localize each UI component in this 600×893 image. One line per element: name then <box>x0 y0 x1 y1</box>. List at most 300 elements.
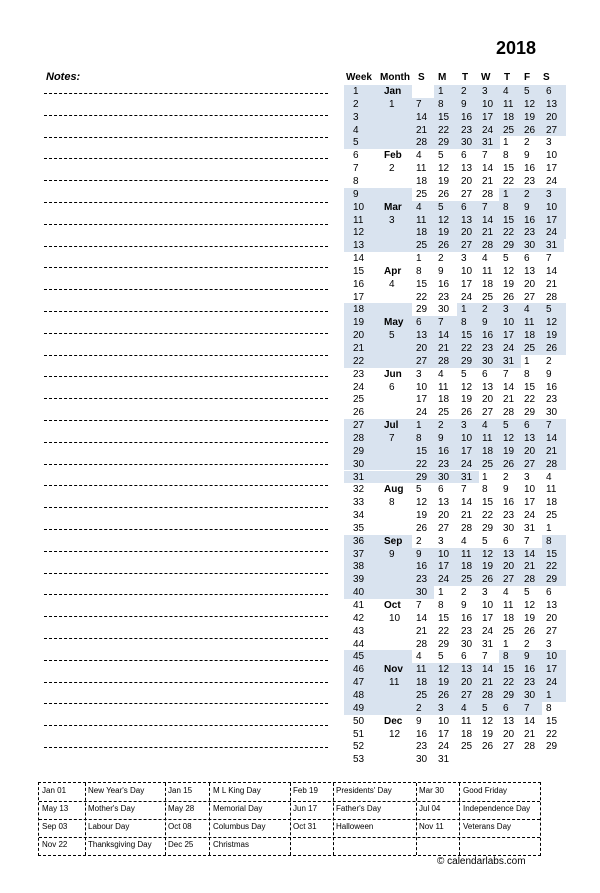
note-line[interactable] <box>44 158 328 159</box>
day-cell[interactable]: 18 <box>461 728 473 740</box>
day-cell[interactable]: 18 <box>524 330 536 342</box>
day-cell[interactable]: 23 <box>438 458 450 470</box>
day-cell[interactable]: 26 <box>524 124 536 136</box>
day-cell[interactable]: 6 <box>416 317 422 329</box>
day-cell[interactable]: 6 <box>546 587 552 599</box>
day-cell[interactable]: 1 <box>503 137 509 149</box>
day-cell[interactable]: 13 <box>546 600 558 611</box>
day-cell[interactable]: 11 <box>416 163 427 175</box>
day-cell[interactable]: 28 <box>482 240 494 252</box>
day-cell[interactable]: 31 <box>482 137 494 149</box>
day-cell[interactable]: 23 <box>546 394 558 406</box>
day-cell[interactable]: 4 <box>461 535 467 547</box>
day-cell[interactable]: 18 <box>503 612 515 624</box>
day-cell[interactable]: 3 <box>503 304 509 316</box>
day-cell[interactable]: 1 <box>524 355 530 367</box>
day-cell[interactable]: 13 <box>524 265 536 277</box>
day-cell[interactable]: 12 <box>416 497 428 509</box>
day-cell[interactable]: 9 <box>416 715 422 727</box>
day-cell[interactable]: 10 <box>482 98 494 110</box>
day-cell[interactable]: 21 <box>482 677 494 689</box>
day-cell[interactable]: 8 <box>416 265 422 277</box>
day-cell[interactable]: 11 <box>503 600 514 611</box>
day-cell[interactable]: 26 <box>482 574 494 586</box>
day-cell[interactable]: 15 <box>416 278 428 290</box>
day-cell[interactable]: 4 <box>546 471 552 483</box>
note-line[interactable] <box>44 638 328 639</box>
day-cell[interactable]: 15 <box>438 111 450 123</box>
day-cell[interactable]: 13 <box>416 330 428 342</box>
day-cell[interactable]: 10 <box>503 317 515 329</box>
day-cell[interactable]: 4 <box>482 253 488 265</box>
note-line[interactable] <box>44 573 328 574</box>
day-cell[interactable]: 11 <box>461 548 472 560</box>
day-cell[interactable]: 24 <box>503 343 515 354</box>
day-cell[interactable]: 8 <box>482 484 488 496</box>
day-cell[interactable]: 11 <box>503 98 514 110</box>
day-cell[interactable]: 23 <box>524 175 536 187</box>
day-cell[interactable]: 23 <box>503 510 515 522</box>
day-cell[interactable]: 14 <box>416 111 428 123</box>
day-cell[interactable]: 19 <box>482 728 494 740</box>
day-cell[interactable]: 9 <box>546 368 552 380</box>
day-cell[interactable]: 11 <box>416 664 427 676</box>
day-cell[interactable]: 2 <box>416 535 422 547</box>
day-cell[interactable]: 13 <box>461 214 473 226</box>
note-line[interactable] <box>44 682 328 683</box>
day-cell[interactable]: 8 <box>438 600 444 611</box>
day-cell[interactable]: 5 <box>438 150 444 162</box>
day-cell[interactable]: 13 <box>438 497 450 509</box>
day-cell[interactable]: 5 <box>503 420 509 432</box>
day-cell[interactable]: 20 <box>524 278 536 290</box>
day-cell[interactable]: 5 <box>503 253 509 265</box>
day-cell[interactable]: 28 <box>503 407 515 419</box>
day-cell[interactable]: 14 <box>482 163 494 175</box>
day-cell[interactable]: 14 <box>546 432 558 444</box>
day-cell[interactable]: 25 <box>416 240 428 252</box>
day-cell[interactable]: 1 <box>546 522 552 534</box>
note-line[interactable] <box>44 529 328 530</box>
day-cell[interactable]: 19 <box>438 227 450 239</box>
note-line[interactable] <box>44 202 328 203</box>
day-cell[interactable]: 23 <box>416 574 428 586</box>
day-cell[interactable]: 21 <box>546 278 558 290</box>
day-cell[interactable]: 2 <box>524 638 530 650</box>
day-cell[interactable]: 26 <box>438 188 450 200</box>
day-cell[interactable]: 4 <box>524 304 530 316</box>
day-cell[interactable]: 26 <box>546 343 558 354</box>
day-cell[interactable]: 31 <box>503 355 515 367</box>
day-cell[interactable]: 2 <box>438 253 444 265</box>
day-cell[interactable]: 17 <box>461 445 473 457</box>
day-cell[interactable]: 11 <box>546 484 557 496</box>
day-cell[interactable]: 14 <box>438 330 450 342</box>
day-cell[interactable]: 18 <box>461 561 473 573</box>
day-cell[interactable]: 20 <box>482 394 494 406</box>
day-cell[interactable]: 18 <box>438 394 450 406</box>
day-cell[interactable]: 2 <box>503 471 509 483</box>
day-cell[interactable]: 20 <box>546 111 558 123</box>
day-cell[interactable]: 2 <box>546 355 552 367</box>
day-cell[interactable]: 14 <box>482 664 494 676</box>
day-cell[interactable]: 1 <box>503 188 509 200</box>
day-cell[interactable]: 19 <box>546 330 558 342</box>
day-cell[interactable]: 30 <box>546 407 558 419</box>
day-cell[interactable]: 14 <box>524 715 536 727</box>
day-cell[interactable]: 22 <box>438 625 450 637</box>
day-cell[interactable]: 8 <box>503 651 509 663</box>
day-cell[interactable]: 2 <box>461 86 467 97</box>
day-cell[interactable]: 18 <box>482 278 494 290</box>
day-cell[interactable]: 9 <box>438 265 444 277</box>
day-cell[interactable]: 17 <box>503 330 515 342</box>
day-cell[interactable]: 16 <box>438 445 450 457</box>
day-cell[interactable]: 12 <box>482 548 494 560</box>
day-cell[interactable]: 27 <box>461 188 473 200</box>
day-cell[interactable]: 16 <box>482 330 494 342</box>
day-cell[interactable]: 22 <box>524 394 536 406</box>
day-cell[interactable]: 1 <box>503 638 509 650</box>
day-cell[interactable]: 24 <box>524 510 536 522</box>
day-cell[interactable]: 16 <box>503 497 515 509</box>
day-cell[interactable]: 22 <box>416 458 428 470</box>
day-cell[interactable]: 16 <box>546 381 558 393</box>
day-cell[interactable]: 6 <box>503 702 509 714</box>
day-cell[interactable]: 8 <box>546 702 552 714</box>
day-cell[interactable]: 20 <box>461 677 473 689</box>
day-cell[interactable]: 1 <box>416 420 422 432</box>
day-cell[interactable]: 19 <box>438 677 450 689</box>
day-cell[interactable]: 26 <box>503 291 515 303</box>
day-cell[interactable]: 3 <box>546 638 552 650</box>
day-cell[interactable]: 26 <box>482 741 494 753</box>
day-cell[interactable]: 15 <box>546 715 558 727</box>
day-cell[interactable]: 30 <box>438 304 450 316</box>
day-cell[interactable]: 2 <box>482 304 488 316</box>
day-cell[interactable]: 15 <box>461 330 473 342</box>
day-cell[interactable]: 25 <box>461 574 473 586</box>
day-cell[interactable]: 27 <box>461 689 473 701</box>
day-cell[interactable]: 7 <box>546 420 552 432</box>
day-cell[interactable]: 20 <box>524 445 536 457</box>
day-cell[interactable]: 1 <box>546 689 552 701</box>
day-cell[interactable]: 29 <box>461 355 473 367</box>
day-cell[interactable]: 13 <box>461 163 473 175</box>
day-cell[interactable]: 3 <box>546 137 552 149</box>
day-cell[interactable]: 28 <box>482 188 494 200</box>
day-cell[interactable]: 4 <box>503 587 509 599</box>
day-cell[interactable]: 30 <box>438 471 450 483</box>
day-cell[interactable]: 29 <box>546 574 558 586</box>
note-line[interactable] <box>44 224 328 225</box>
day-cell[interactable]: 26 <box>461 407 473 419</box>
day-cell[interactable]: 17 <box>482 111 494 123</box>
day-cell[interactable]: 29 <box>503 689 515 701</box>
day-cell[interactable]: 15 <box>503 214 515 226</box>
day-cell[interactable]: 9 <box>482 317 488 329</box>
day-cell[interactable]: 2 <box>438 420 444 432</box>
note-line[interactable] <box>44 398 328 399</box>
day-cell[interactable]: 21 <box>482 175 494 187</box>
day-cell[interactable]: 27 <box>482 407 494 419</box>
day-cell[interactable]: 19 <box>524 612 536 624</box>
day-cell[interactable]: 2 <box>524 188 530 200</box>
day-cell[interactable]: 14 <box>461 497 473 509</box>
day-cell[interactable]: 23 <box>461 124 473 136</box>
day-cell[interactable]: 7 <box>482 150 488 162</box>
day-cell[interactable]: 13 <box>503 548 515 560</box>
day-cell[interactable]: 4 <box>461 702 467 714</box>
day-cell[interactable]: 6 <box>524 420 530 432</box>
day-cell[interactable]: 24 <box>461 291 473 303</box>
day-cell[interactable]: 24 <box>482 625 494 637</box>
day-cell[interactable]: 19 <box>416 510 428 522</box>
day-cell[interactable]: 4 <box>438 368 444 380</box>
day-cell[interactable]: 26 <box>524 625 536 637</box>
day-cell[interactable]: 16 <box>524 214 536 226</box>
day-cell[interactable]: 27 <box>503 741 515 753</box>
day-cell[interactable]: 31 <box>482 638 494 650</box>
day-cell[interactable]: 1 <box>438 86 444 97</box>
day-cell[interactable]: 16 <box>416 728 428 740</box>
day-cell[interactable]: 7 <box>416 600 422 611</box>
day-cell[interactable]: 16 <box>438 278 450 290</box>
day-cell[interactable]: 5 <box>438 651 444 663</box>
day-cell[interactable]: 20 <box>461 175 473 187</box>
day-cell[interactable]: 18 <box>503 111 515 123</box>
day-cell[interactable]: 16 <box>524 163 536 175</box>
day-cell[interactable]: 15 <box>482 497 494 509</box>
day-cell[interactable]: 22 <box>546 561 558 573</box>
day-cell[interactable]: 4 <box>416 201 422 213</box>
day-cell[interactable]: 3 <box>416 368 422 380</box>
day-cell[interactable]: 6 <box>461 150 467 162</box>
day-cell[interactable]: 29 <box>503 240 515 252</box>
day-cell[interactable]: 16 <box>416 561 428 573</box>
day-cell[interactable]: 23 <box>524 677 536 689</box>
day-cell[interactable]: 1 <box>482 471 488 483</box>
day-cell[interactable]: 18 <box>482 445 494 457</box>
day-cell[interactable]: 13 <box>546 98 558 110</box>
day-cell[interactable]: 13 <box>503 715 515 727</box>
day-cell[interactable]: 7 <box>416 98 422 110</box>
day-cell[interactable]: 6 <box>461 201 467 213</box>
day-cell[interactable]: 7 <box>524 535 530 547</box>
day-cell[interactable]: 3 <box>461 420 467 432</box>
day-cell[interactable]: 3 <box>438 702 444 714</box>
day-cell[interactable]: 6 <box>482 368 488 380</box>
day-cell[interactable]: 5 <box>482 702 488 714</box>
day-cell[interactable]: 24 <box>438 741 450 753</box>
day-cell[interactable]: 23 <box>524 227 536 239</box>
day-cell[interactable]: 12 <box>524 600 536 611</box>
day-cell[interactable]: 28 <box>524 574 536 586</box>
day-cell[interactable]: 13 <box>461 664 473 676</box>
day-cell[interactable]: 7 <box>482 201 488 213</box>
day-cell[interactable]: 21 <box>482 227 494 239</box>
day-cell[interactable]: 9 <box>461 98 467 110</box>
day-cell[interactable]: 7 <box>482 651 488 663</box>
day-cell[interactable]: 7 <box>524 702 530 714</box>
day-cell[interactable]: 14 <box>524 548 536 560</box>
day-cell[interactable]: 25 <box>416 689 428 701</box>
day-cell[interactable]: 15 <box>503 163 515 175</box>
note-line[interactable] <box>44 246 328 247</box>
day-cell[interactable]: 18 <box>546 497 558 509</box>
day-cell[interactable]: 17 <box>416 394 428 406</box>
note-line[interactable] <box>44 289 328 290</box>
day-cell[interactable]: 20 <box>438 510 450 522</box>
day-cell[interactable]: 20 <box>416 343 428 354</box>
day-cell[interactable]: 17 <box>438 561 450 573</box>
day-cell[interactable]: 28 <box>416 638 428 650</box>
day-cell[interactable]: 7 <box>461 484 467 496</box>
day-cell[interactable]: 21 <box>416 625 428 637</box>
day-cell[interactable]: 8 <box>438 98 444 110</box>
day-cell[interactable]: 21 <box>438 343 450 354</box>
day-cell[interactable]: 3 <box>438 535 444 547</box>
day-cell[interactable]: 4 <box>416 651 422 663</box>
day-cell[interactable]: 17 <box>524 497 536 509</box>
day-cell[interactable]: 8 <box>524 368 530 380</box>
day-cell[interactable]: 6 <box>461 651 467 663</box>
day-cell[interactable]: 24 <box>546 677 558 689</box>
day-cell[interactable]: 18 <box>416 175 428 187</box>
day-cell[interactable]: 15 <box>524 381 536 393</box>
day-cell[interactable]: 6 <box>524 253 530 265</box>
day-cell[interactable]: 28 <box>461 522 473 534</box>
day-cell[interactable]: 7 <box>503 368 509 380</box>
day-cell[interactable]: 28 <box>524 741 536 753</box>
day-cell[interactable]: 20 <box>503 728 515 740</box>
day-cell[interactable]: 29 <box>438 137 450 149</box>
day-cell[interactable]: 22 <box>416 291 428 303</box>
day-cell[interactable]: 25 <box>438 407 450 419</box>
day-cell[interactable]: 23 <box>461 625 473 637</box>
day-cell[interactable]: 28 <box>438 355 450 367</box>
day-cell[interactable]: 24 <box>546 175 558 187</box>
day-cell[interactable]: 7 <box>546 253 552 265</box>
day-cell[interactable]: 25 <box>416 188 428 200</box>
day-cell[interactable]: 4 <box>416 150 422 162</box>
note-line[interactable] <box>44 115 328 116</box>
day-cell[interactable]: 6 <box>438 484 444 496</box>
day-cell[interactable]: 31 <box>524 522 536 534</box>
day-cell[interactable]: 11 <box>416 214 427 226</box>
day-cell[interactable]: 8 <box>503 150 509 162</box>
note-line[interactable] <box>44 267 328 268</box>
day-cell[interactable]: 17 <box>546 214 558 226</box>
day-cell[interactable]: 15 <box>546 548 558 560</box>
day-cell[interactable]: 13 <box>482 381 494 393</box>
note-line[interactable] <box>44 464 328 465</box>
day-cell[interactable]: 5 <box>416 484 422 496</box>
day-cell[interactable]: 30 <box>416 754 428 766</box>
day-cell[interactable]: 11 <box>524 317 535 329</box>
note-line[interactable] <box>44 137 328 138</box>
day-cell[interactable]: 19 <box>503 445 515 457</box>
day-cell[interactable]: 25 <box>461 741 473 753</box>
day-cell[interactable]: 21 <box>524 561 536 573</box>
day-cell[interactable]: 30 <box>503 522 515 534</box>
day-cell[interactable]: 21 <box>416 124 428 136</box>
day-cell[interactable]: 12 <box>482 715 494 727</box>
day-cell[interactable]: 16 <box>461 111 473 123</box>
day-cell[interactable]: 22 <box>461 343 473 354</box>
day-cell[interactable]: 4 <box>503 86 509 97</box>
day-cell[interactable]: 25 <box>524 343 536 354</box>
day-cell[interactable]: 12 <box>524 98 536 110</box>
day-cell[interactable]: 5 <box>438 201 444 213</box>
day-cell[interactable]: 14 <box>503 381 515 393</box>
note-line[interactable] <box>44 180 328 181</box>
day-cell[interactable]: 24 <box>416 407 428 419</box>
day-cell[interactable]: 26 <box>416 522 428 534</box>
day-cell[interactable]: 10 <box>482 600 494 611</box>
day-cell[interactable]: 5 <box>524 86 530 97</box>
note-line[interactable] <box>44 93 328 94</box>
day-cell[interactable]: 11 <box>482 432 493 444</box>
day-cell[interactable]: 10 <box>524 484 536 496</box>
day-cell[interactable]: 21 <box>546 445 558 457</box>
day-cell[interactable]: 25 <box>482 458 494 470</box>
day-cell[interactable]: 19 <box>503 278 515 290</box>
day-cell[interactable]: 11 <box>438 381 449 393</box>
day-cell[interactable]: 1 <box>461 304 467 316</box>
day-cell[interactable]: 15 <box>503 664 515 676</box>
note-line[interactable] <box>44 594 328 595</box>
day-cell[interactable]: 15 <box>438 612 450 624</box>
day-cell[interactable]: 9 <box>461 600 467 611</box>
day-cell[interactable]: 27 <box>546 124 558 136</box>
day-cell[interactable]: 2 <box>416 702 422 714</box>
day-cell[interactable]: 24 <box>546 227 558 239</box>
day-cell[interactable]: 6 <box>546 86 552 97</box>
day-cell[interactable]: 22 <box>546 728 558 740</box>
day-cell[interactable]: 23 <box>482 343 494 354</box>
day-cell[interactable]: 28 <box>546 291 558 303</box>
day-cell[interactable]: 8 <box>546 535 552 547</box>
day-cell[interactable]: 28 <box>546 458 558 470</box>
day-cell[interactable]: 24 <box>438 574 450 586</box>
day-cell[interactable]: 27 <box>416 355 428 367</box>
day-cell[interactable]: 5 <box>546 304 552 316</box>
day-cell[interactable]: 30 <box>524 689 536 701</box>
day-cell[interactable]: 20 <box>461 227 473 239</box>
day-cell[interactable]: 22 <box>482 510 494 522</box>
day-cell[interactable]: 4 <box>482 420 488 432</box>
day-cell[interactable]: 3 <box>461 253 467 265</box>
day-cell[interactable]: 30 <box>416 587 428 599</box>
day-cell[interactable]: 9 <box>438 432 444 444</box>
day-cell[interactable]: 18 <box>416 227 428 239</box>
day-cell[interactable]: 9 <box>524 201 530 213</box>
day-cell[interactable]: 27 <box>461 240 473 252</box>
note-line[interactable] <box>44 616 328 617</box>
day-cell[interactable]: 5 <box>461 368 467 380</box>
day-cell[interactable]: 29 <box>546 741 558 753</box>
day-cell[interactable]: 30 <box>461 137 473 149</box>
day-cell[interactable]: 1 <box>438 587 444 599</box>
day-cell[interactable]: 29 <box>482 522 494 534</box>
day-cell[interactable]: 24 <box>461 458 473 470</box>
day-cell[interactable]: 12 <box>546 317 558 329</box>
day-cell[interactable]: 14 <box>416 612 428 624</box>
day-cell[interactable]: 8 <box>416 432 422 444</box>
day-cell[interactable]: 22 <box>438 124 450 136</box>
day-cell[interactable]: 27 <box>546 625 558 637</box>
